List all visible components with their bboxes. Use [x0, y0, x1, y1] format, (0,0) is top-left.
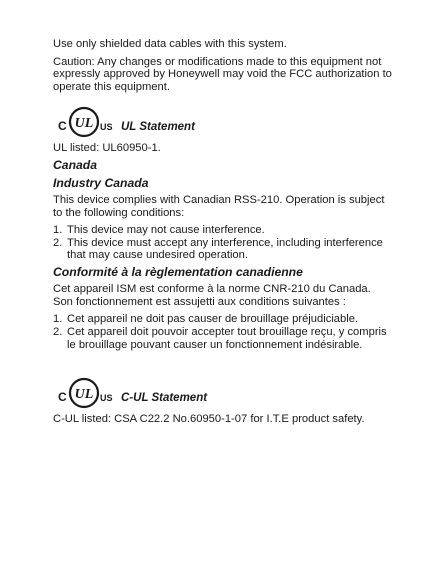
- cul-statement-title: C-UL Statement: [121, 392, 208, 405]
- list-item: 2. Cet appareil doit pouvoir accepter tout brouillage reçu, y compris le brouillage pouvant causer un fonctionnement indésirable.: [53, 325, 387, 351]
- logo-us-text: US: [100, 121, 113, 132]
- ul-statement-header: [53, 106, 393, 138]
- french-conditions-list: [53, 313, 393, 351]
- cul-us-logo-icon: [53, 106, 115, 138]
- shielded-cables-text: Use only shielded data cables with this system.: [53, 38, 287, 50]
- cul-listed-text: C-UL listed: CSA C22.2 No.60950-1-07 for I.T.E product safety.: [53, 413, 365, 426]
- list-item: 2. This device must accept any interference, including interference that may cause undesired operation.: [53, 236, 383, 262]
- french-compliance-text: Cet appareil ISM est conforme à la norme CNR-210 du Canada. Son fonctionnement est assujetti aux conditions suivantes :: [53, 282, 371, 308]
- logo-c-text: C: [58, 390, 67, 405]
- cul-us-logo-icon: [53, 377, 115, 409]
- logo-ul-text: UL: [74, 115, 94, 131]
- canada-conditions-list: [53, 224, 393, 262]
- logo-ul-text: UL: [74, 387, 94, 403]
- logo-us-text: US: [100, 393, 113, 404]
- canada-heading: Canada: [53, 158, 98, 173]
- french-heading: Conformité à la règlementation canadienne: [53, 265, 303, 280]
- ul-statement-title: UL Statement: [121, 120, 195, 133]
- canada-compliance-text: This device complies with Canadian RSS-210. Operation is subject to the following conditions:: [53, 193, 385, 219]
- document-page: [53, 38, 393, 431]
- cul-statement-header: [53, 377, 393, 409]
- ul-listed-text: UL listed: UL60950-1.: [53, 141, 161, 154]
- list-item: 1. This device may not cause interference.: [53, 224, 265, 237]
- industry-canada-heading: Industry Canada: [53, 176, 149, 191]
- list-item: 1. Cet appareil ne doit pas causer de brouillage préjudiciable.: [53, 313, 359, 326]
- logo-c-text: C: [58, 118, 67, 133]
- caution-text: Caution: Any changes or modifications made to this equipment not expressly approved by Honeywell may void the FCC authorization to operate this equipment.: [53, 55, 392, 93]
